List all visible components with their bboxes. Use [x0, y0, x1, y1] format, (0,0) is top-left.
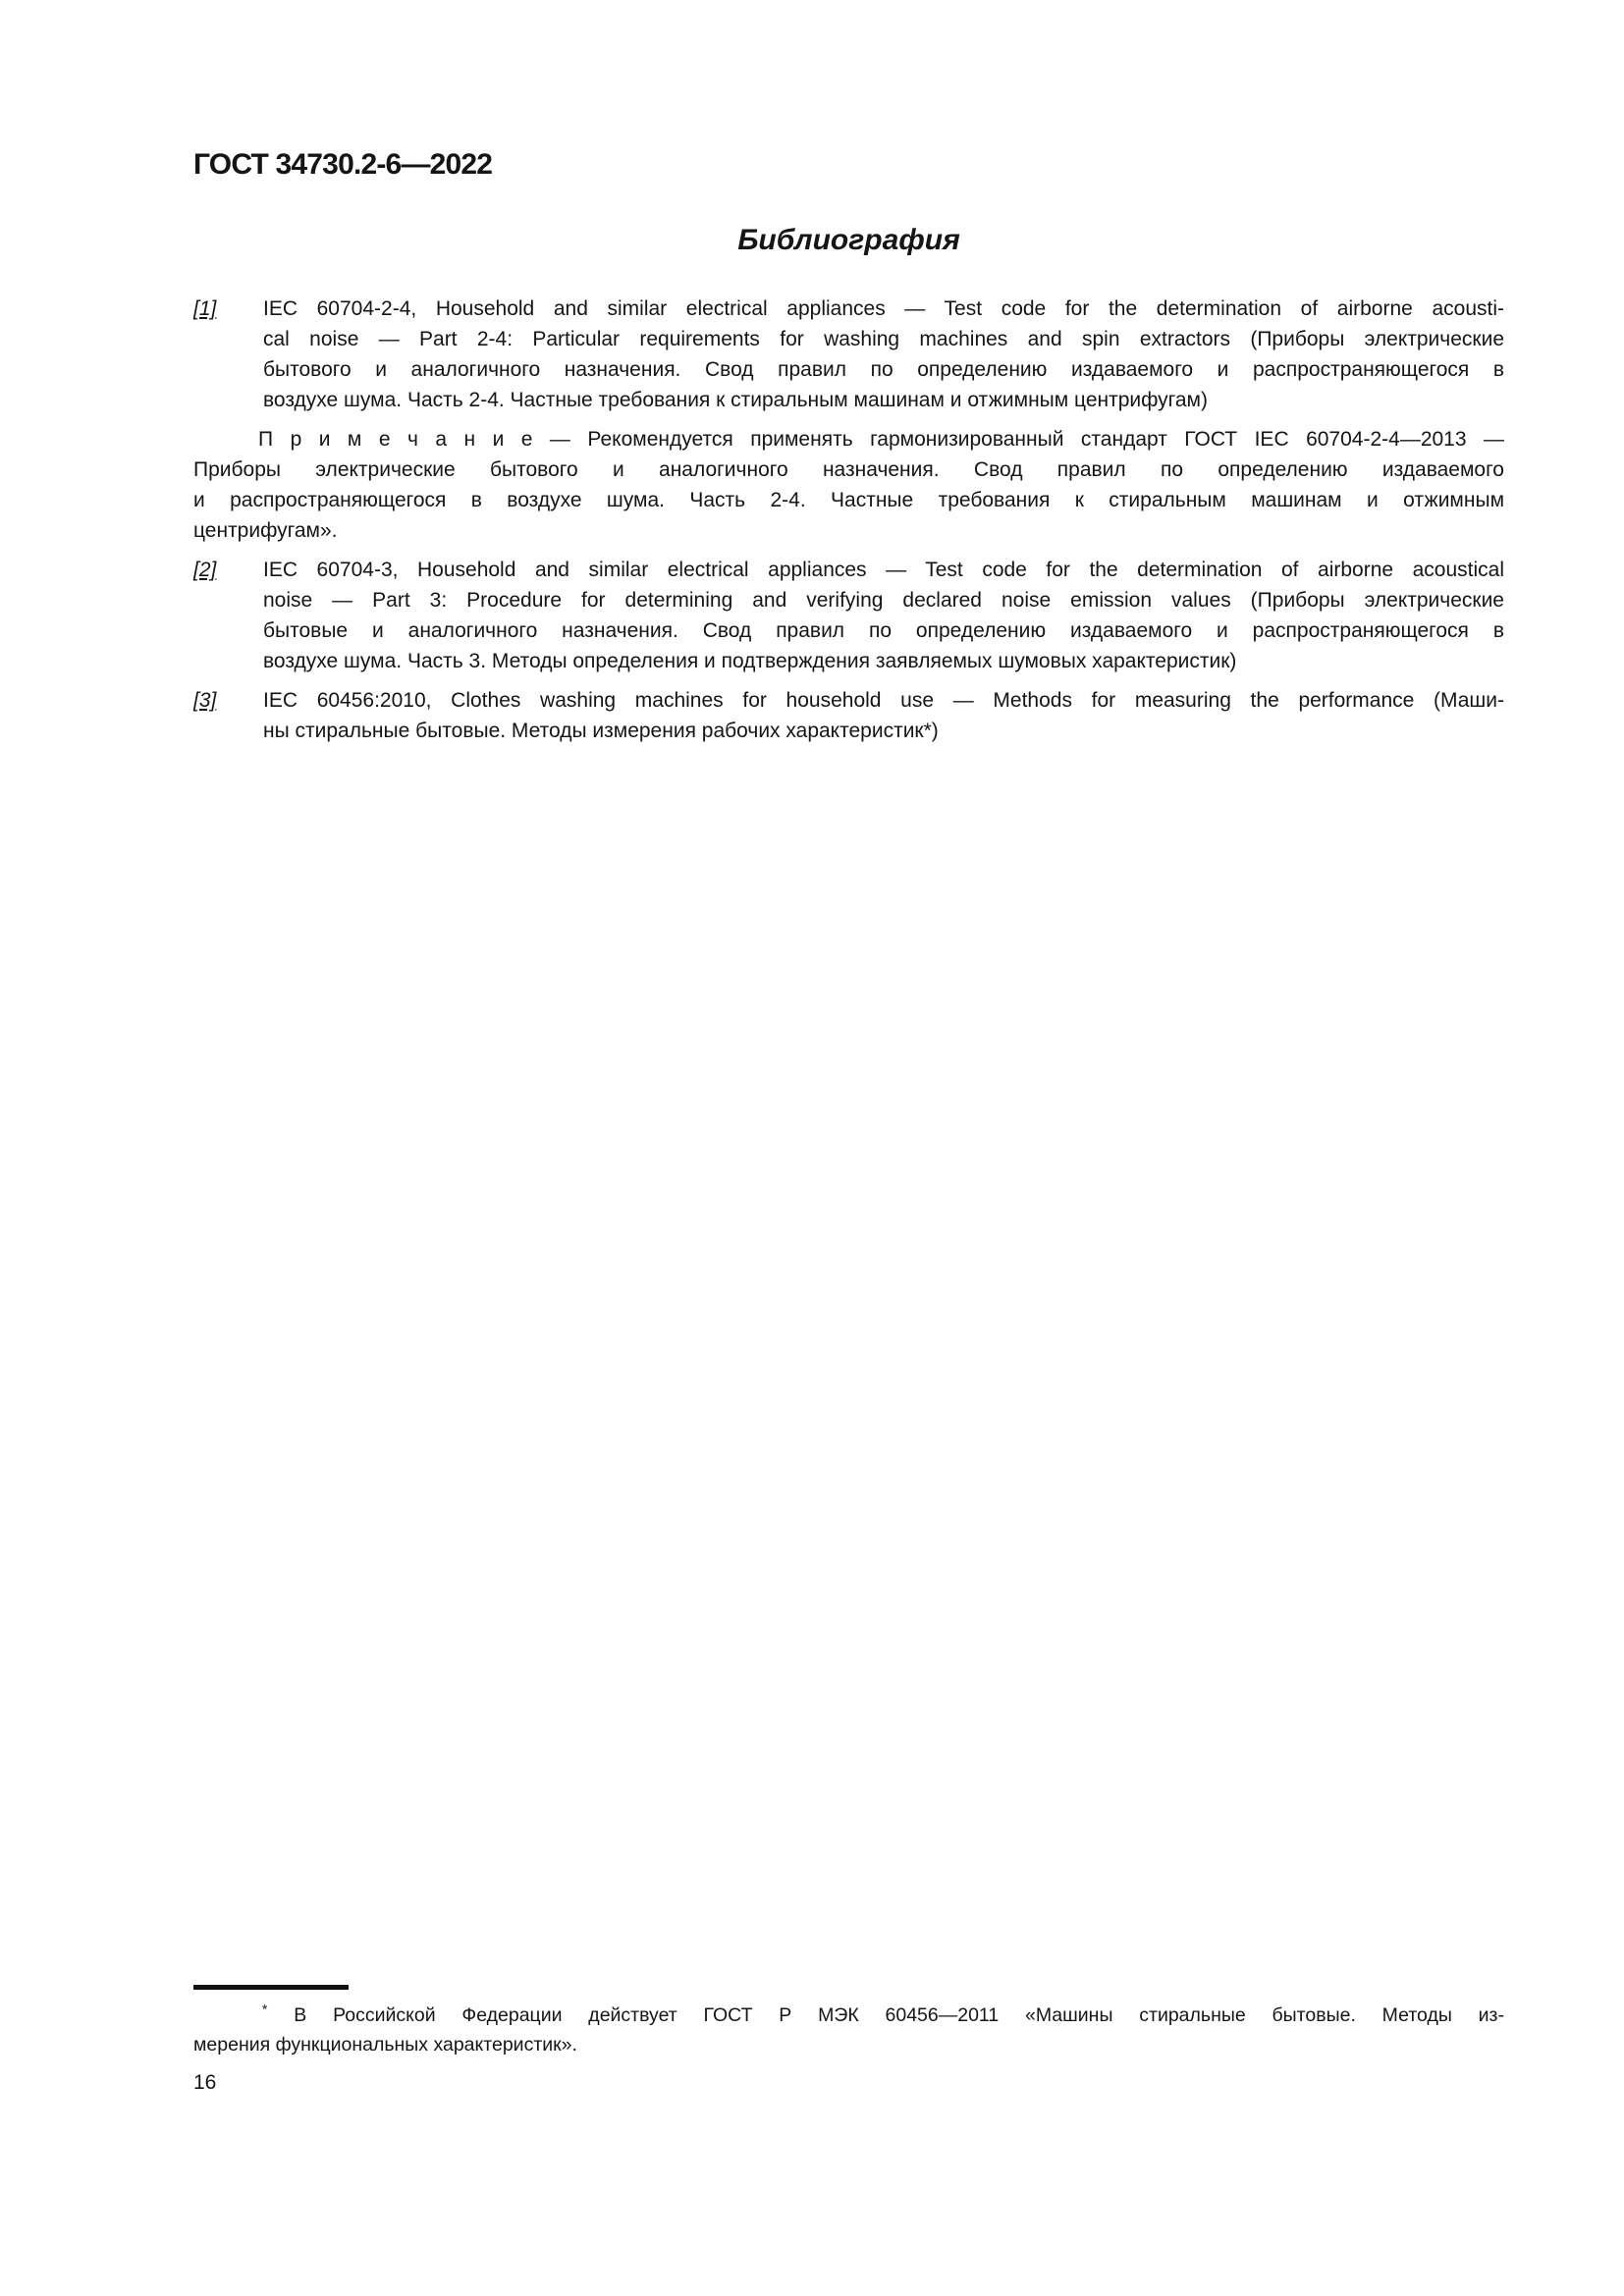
bib-entry-3 — [193, 685, 1504, 746]
entry-line: воздухе шума. Часть 3. Методы определения и подтверждения заявляемых шумовых характеристик) — [263, 650, 1237, 672]
entry-line: бытового и аналогичного назначения. Свод правил по определению издаваемого и распространяющегося в — [263, 358, 1504, 381]
footnote-text: В Российской Федерации действует ГОСТ Р МЭК 60456—2011 «Машины стиральные бытовые. Методы из- — [294, 2004, 1504, 2026]
entry-line: IEC 60704-3, Household and similar electrical appliances — Test code for the determination of airborne acoustical — [263, 559, 1504, 581]
entry-line: бытовые и аналогичного назначения. Свод правил по определению издаваемого и распространяющегося в — [263, 619, 1504, 642]
footnote-rule — [193, 1985, 349, 1990]
note-paragraph — [193, 424, 1504, 546]
footnote-marker: * — [262, 2001, 268, 2017]
note-line: П р и м е ч а н и е — Рекомендуется применять гармонизированный стандарт ГОСТ IEC 60704-2-4—2013 — — [258, 428, 1504, 451]
entry-line: ны стиральные бытовые. Методы измерения рабочих характеристик*) — [263, 720, 939, 742]
note-line: Приборы электрические бытового и аналогичного назначения. Свод правил по определению издаваемого — [193, 458, 1504, 481]
note-line: центрифугам». — [193, 519, 338, 542]
footnote-line: мерения функциональных характеристик». — [193, 2034, 577, 2056]
section-title: Библиография — [737, 224, 960, 256]
entry-line: noise — Part 3: Procedure for determining and verifying declared noise emission values (Приборы электрические — [263, 589, 1504, 612]
footnote — [193, 1985, 1504, 2098]
entry-label-2: [2] — [193, 559, 217, 581]
note-line: и распространяющегося в воздухе шума. Часть 2-4. Частные требования к стиральным машинам и отжимным — [193, 489, 1504, 511]
bib-entry-1 — [193, 294, 1504, 415]
entry-line: cal noise — Part 2-4: Particular requirements for washing machines and spin extractors (Приборы электрические — [263, 328, 1504, 350]
entry-line: воздухе шума. Часть 2-4. Частные требования к стиральным машинам и отжимным центрифугам) — [263, 389, 1208, 411]
entry-line: IEC 60456:2010, Clothes washing machines for household use — Methods for measuring the performance (Маши- — [263, 689, 1504, 712]
document-header: ГОСТ 34730.2-6—2022 — [193, 148, 493, 181]
entry-label-3: [3] — [193, 689, 217, 712]
bib-entry-2 — [193, 555, 1504, 676]
footnote-line — [193, 2001, 1504, 2030]
entry-label-1: [1] — [193, 297, 217, 320]
page-number: 16 — [193, 2071, 217, 2094]
bibliography-body — [193, 294, 1504, 755]
entry-line: IEC 60704-2-4, Household and similar electrical appliances — Test code for the determination of airborne acousti- — [263, 297, 1504, 320]
